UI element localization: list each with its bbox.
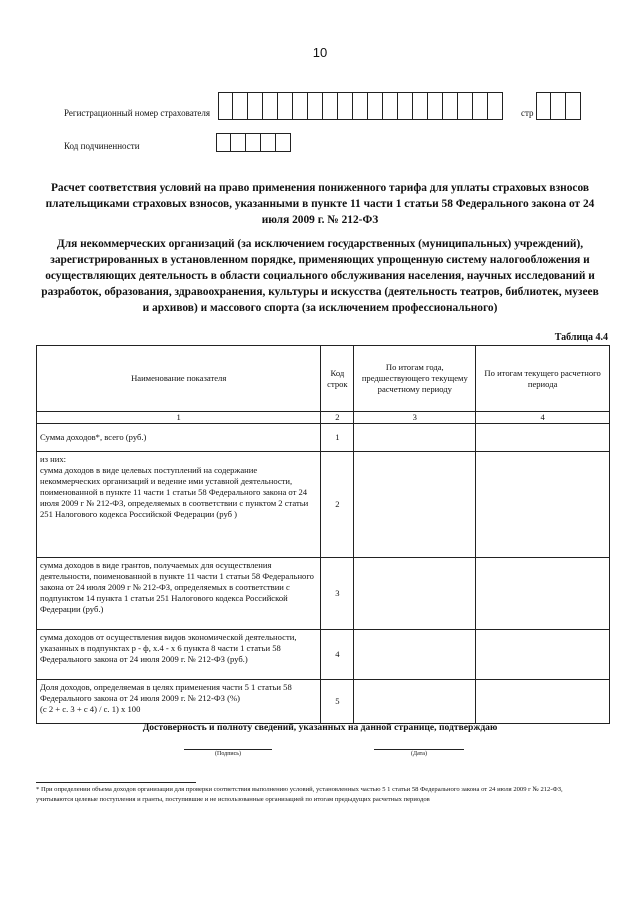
header-current-period: По итогам текущего расчетного периода <box>476 346 610 412</box>
value-current-period[interactable] <box>476 558 610 630</box>
sub-code-cell[interactable] <box>276 133 291 152</box>
table-row <box>37 424 610 452</box>
signature-label: (Подпись) <box>214 751 242 757</box>
reg-number-cell[interactable] <box>353 92 368 120</box>
row-description: Доля доходов, определяемая в целях применения части 5 1 статьи 58 Федерального закона от 24 июля 2009 г. № 212-ФЗ (%) (с 2 + с. 3 + с 4) / с. 1) х 100 <box>37 680 321 724</box>
sub-code-cells[interactable] <box>216 133 291 152</box>
reg-number-label: Регистрационный номер страхователя <box>64 108 211 118</box>
reg-number-cell[interactable] <box>293 92 308 120</box>
value-prev-year[interactable] <box>354 680 476 724</box>
reg-number-cell[interactable] <box>368 92 383 120</box>
reg-number-cell[interactable] <box>338 92 353 120</box>
table-row <box>37 452 610 558</box>
page-cell[interactable] <box>551 92 566 120</box>
sub-code-cell[interactable] <box>216 133 231 152</box>
row-description: сумма доходов в виде грантов, получаемых для осуществления деятельности, поименованной в пункте 11 части 1 статьи 58 Федерального закона от 24 июля 2009 г № 212-ФЗ, определяемых в соответствии с подпунктом 14 пункта 1 статьи 251 Налогового кодекса Российской Федерации (руб.) <box>37 558 321 630</box>
reg-number-cell[interactable] <box>473 92 488 120</box>
reg-number-cell[interactable] <box>263 92 278 120</box>
reg-number-cell[interactable] <box>383 92 398 120</box>
value-current-period[interactable] <box>476 630 610 680</box>
reg-number-cell[interactable] <box>308 92 323 120</box>
reg-number-cell[interactable] <box>248 92 263 120</box>
reg-number-cell[interactable] <box>428 92 443 120</box>
table-row <box>37 680 610 724</box>
row-description: сумма доходов от осуществления видов экономической деятельности, указанных в подпунктах р - ф, х.4 - х 6 пункта 8 части 1 статьи 58 Федерального закона от 24 июля 2009 г. № 212-ФЗ (руб.) <box>37 630 321 680</box>
row-code: 5 <box>321 680 354 724</box>
row-description: Сумма доходов*, всего (руб.) <box>37 424 321 452</box>
page-field-cells[interactable] <box>536 92 581 120</box>
sub-code-cell[interactable] <box>246 133 261 152</box>
reg-number-cell[interactable] <box>488 92 503 120</box>
row-code: 2 <box>321 452 354 558</box>
table-row <box>37 558 610 630</box>
form-title: Расчет соответствия условий на право применения пониженного тарифа для уплаты страховых взносов плательщиками страховых взносов, указанными в пункте 11 части 1 статьи 58 Федерального закона от 24 июля 2009 г. № 212-ФЗ <box>45 182 595 226</box>
page-cell[interactable] <box>536 92 551 120</box>
header-code: Код строк <box>321 346 354 412</box>
reg-number-cell[interactable] <box>398 92 413 120</box>
col-number: 3 <box>354 412 476 424</box>
signature-field[interactable] <box>184 749 272 757</box>
value-current-period[interactable] <box>476 680 610 724</box>
value-prev-year[interactable] <box>354 630 476 680</box>
sub-code-cell[interactable] <box>261 133 276 152</box>
date-field[interactable] <box>374 749 464 757</box>
reg-number-cell[interactable] <box>443 92 458 120</box>
table-caption: Таблица 4.4 <box>554 332 608 343</box>
col-number: 2 <box>321 412 354 424</box>
reg-number-cell[interactable] <box>323 92 338 120</box>
form-subtitle: Для некоммерческих организаций (за исключением государственных (муниципальных) учреждений), зарегистрированных в установленном порядке, применяющих упрощенную систему налогообложения и осуществляющих деятельность в области социального обслуживания населения, научных исследований и разработок, образования, здравоохранения, культуры и искусства (деятельность театров, библиотек, музеев и архивов) и массового спорта (за исключением профессионального) <box>41 238 599 314</box>
row-code: 1 <box>321 424 354 452</box>
table-row <box>37 630 610 680</box>
sub-code-cell[interactable] <box>231 133 246 152</box>
reg-number-cell[interactable] <box>458 92 473 120</box>
date-label: (Дата) <box>411 751 427 757</box>
sub-code-label: Код подчиненности <box>64 141 140 151</box>
value-current-period[interactable] <box>476 424 610 452</box>
page-cell[interactable] <box>566 92 581 120</box>
value-prev-year[interactable] <box>354 424 476 452</box>
value-prev-year[interactable] <box>354 558 476 630</box>
row-code: 3 <box>321 558 354 630</box>
income-table <box>36 345 610 724</box>
footnote-divider <box>36 782 196 783</box>
reg-number-cell[interactable] <box>413 92 428 120</box>
value-prev-year[interactable] <box>354 452 476 558</box>
reg-number-cell[interactable] <box>218 92 233 120</box>
col-number: 4 <box>476 412 610 424</box>
reg-number-cell[interactable] <box>233 92 248 120</box>
row-code: 4 <box>321 630 354 680</box>
value-current-period[interactable] <box>476 452 610 558</box>
page-number: 10 <box>312 45 328 60</box>
confirmation-text: Достоверность и полноту сведений, указанных на данной странице, подтверждаю <box>142 722 498 733</box>
col-number: 1 <box>37 412 321 424</box>
header-prev-year: По итогам года, предшествующего текущему расчетному периоду <box>354 346 476 412</box>
footnote: * При определении объема доходов организации для проверки соответствия выполнению условий, установленных частью 5 1 статьи 58 Федерального закона от 24 июля 2009 г № 212-ФЗ, учитываются целевые поступления и гранты, поступившие и не использованные организацией по итогам предыдущих расчетных периодов <box>36 786 563 803</box>
reg-number-cells[interactable] <box>218 92 503 120</box>
page-field-label: стр <box>521 108 534 118</box>
header-name: Наименование показателя <box>37 346 321 412</box>
row-description: из них: сумма доходов в виде целевых поступлений на содержание некоммерческих организаций и ведение ими уставной деятельности, поименованной в пункте 11 части 1 статьи 58 Федерального закона от 24 июля 2009 г № 212-ФЗ, определяемых в соответствии с пунктом 2 статьи 251 Налогового кодекса Российской Федерации (руб ) <box>37 452 321 558</box>
reg-number-cell[interactable] <box>278 92 293 120</box>
